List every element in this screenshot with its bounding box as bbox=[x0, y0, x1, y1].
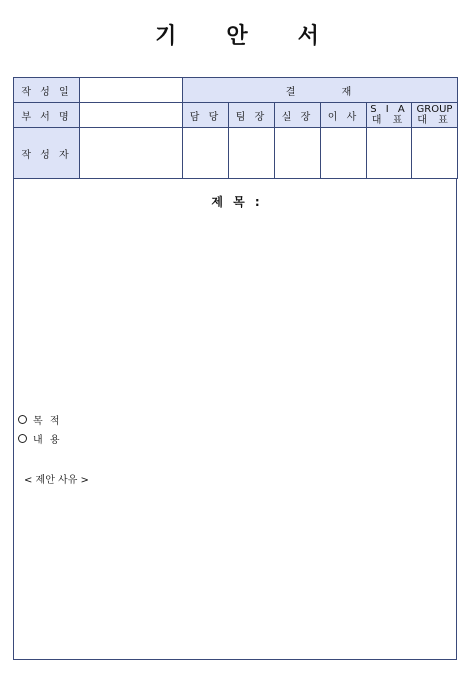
approver-label-4: 이 사 bbox=[321, 103, 367, 128]
content-label: 내 용 bbox=[33, 435, 62, 446]
proposal-reason-label: < 제안 사유 > bbox=[24, 475, 89, 486]
purpose-item bbox=[18, 412, 62, 427]
approval-label: 결 재 bbox=[183, 78, 458, 103]
document-title bbox=[0, 22, 474, 52]
author-label: 작 성 자 bbox=[14, 128, 80, 179]
approver-label-6 bbox=[412, 103, 458, 128]
sign-box-2[interactable] bbox=[229, 128, 275, 179]
approver-label-5-bottom: 대 표 bbox=[371, 115, 407, 126]
approver-label-5 bbox=[367, 103, 412, 128]
dept-field[interactable] bbox=[80, 103, 183, 128]
date-field[interactable] bbox=[80, 78, 183, 103]
sign-box-6[interactable] bbox=[412, 128, 458, 179]
sign-box-5[interactable] bbox=[367, 128, 412, 179]
title-char-3: 서 bbox=[297, 24, 319, 49]
content-item bbox=[18, 431, 62, 446]
approver-label-6-bottom: 대 표 bbox=[417, 115, 452, 126]
date-label: 작 성 일 bbox=[14, 78, 80, 103]
approver-label-2: 팀 장 bbox=[229, 103, 275, 128]
approver-label-6-top: GROUP bbox=[416, 104, 453, 115]
sign-box-3[interactable] bbox=[275, 128, 321, 179]
header-table bbox=[13, 77, 458, 179]
author-field[interactable] bbox=[80, 128, 183, 179]
sign-box-4[interactable] bbox=[321, 128, 367, 179]
dept-label: 부 서 명 bbox=[14, 103, 80, 128]
circle-bullet-icon bbox=[18, 415, 27, 424]
purpose-label: 목 적 bbox=[33, 416, 62, 427]
subject-label: 제 목 : bbox=[211, 195, 263, 209]
title-char-1: 기 bbox=[155, 24, 177, 49]
title-char-2: 안 bbox=[226, 24, 248, 49]
circle-bullet-icon bbox=[18, 434, 27, 443]
sign-box-1[interactable] bbox=[183, 128, 229, 179]
approver-label-3: 실 장 bbox=[275, 103, 321, 128]
approver-label-5-top: S I A bbox=[370, 104, 408, 115]
approver-label-1: 담 당 bbox=[183, 103, 229, 128]
